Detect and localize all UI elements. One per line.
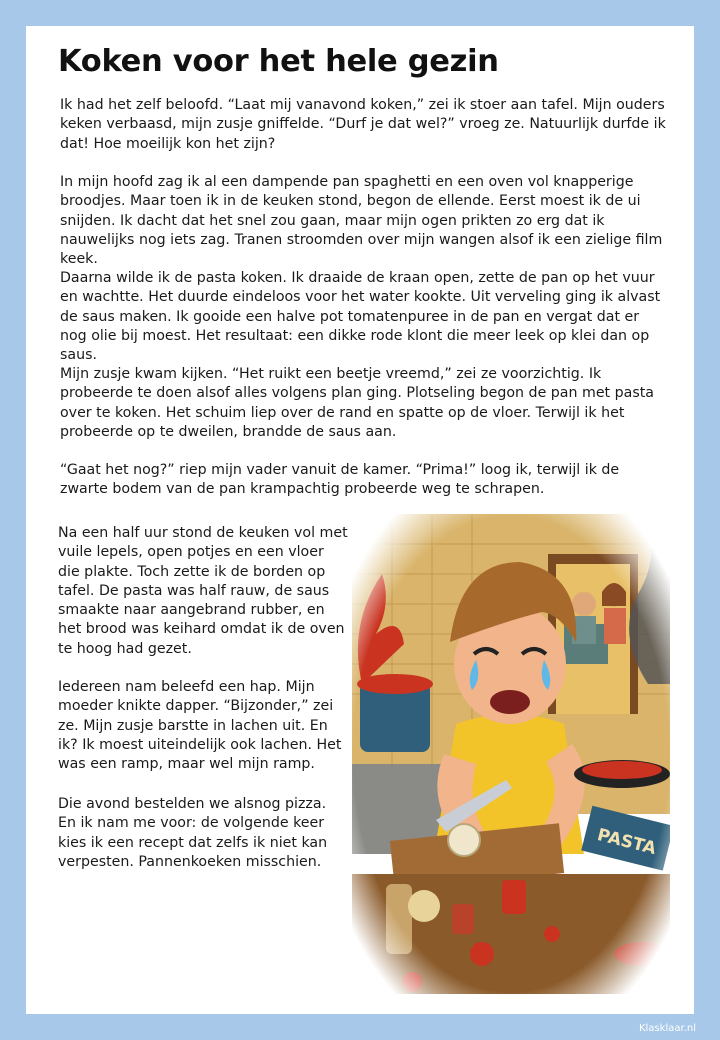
paragraph-1: Ik had het zelf beloofd. “Laat mij vanavond koken,” zei ik stoer aan tafel. Mijn ouders keken verbaasd, mijn zusje gniffelde. “Durf je dat wel?” vroeg ze. Natuurlijk durfde ik dat! Hoe moeilijk kon het zijn?	[60, 97, 666, 152]
footer-brand: Klasklaar.nl	[639, 1023, 696, 1034]
paragraph-6: Na een half uur stond de keuken vol met vuile lepels, open potjes en een vloer die plakte. Toch zette ik de borden op tafel. De pasta was half rauw, de saus smaakte naar aangebrand rubber, en het brood was keihard omdat ik de oven te hoog had gezet.	[58, 525, 348, 657]
paragraph-7: Iedereen nam beleefd een hap. Mijn moeder knikte dapper. “Bijzonder,” zei ze. Mijn zusje barstte in lachen uit. En ik? Ik moest uiteindelijk ook lachen. Het was een ramp, maar wel mijn ramp.	[58, 679, 342, 773]
paragraph-3: Daarna wilde ik de pasta koken. Ik draaide de kraan open, zette de pan op het vuur en wachtte. Het duurde eindeloos voor het water kookte. Uit verveling ging ik alvast de saus maken. Ik gooide een halve pot tomatenpuree in de pan en vergat dat er nog olie bij moest. Het resultaat: een dikke rode klont die meer leek op klei dan op saus.	[60, 270, 661, 364]
paragraph-8: Die avond bestelden we alsnog pizza. En ik nam me voor: de volgende keer kies ik een recept dat zelfs ik niet kan verpesten. Pannenkoeken misschien.	[58, 796, 328, 870]
paragraph-2: In mijn hoofd zag ik al een dampende pan spaghetti en een oven vol knapperige broodjes. Maar toen ik in de keuken stond, begon de ellende. Eerst moest ik de ui snijden. Ik dacht dat het snel zou gaan, maar mijn ogen prikten zo erg dat ik nauwelijks nog iets zag. Tranen stroomden over mijn wangen alsof ik een zielige film keek.	[60, 174, 663, 268]
paragraph-5: “Gaat het nog?” riep mijn vader vanuit de kamer. “Prima!” loog ik, terwijl ik de zwarte bodem van de pan krampachtig probeerde weg te schrapen.	[60, 462, 620, 498]
kitchen-illustration	[352, 514, 670, 994]
kitchen-scene-drawing	[352, 514, 670, 994]
worksheet	[26, 26, 694, 1014]
paragraph-4: Mijn zusje kwam kijken. “Het ruikt een beetje vreemd,” zei ze voorzichtig. Ik probeerde te doen alsof alles volgens plan ging. Plotseling begon de pan met pasta over te koken. Het schuim liep over de rand en spatte op de vloer. Terwijl ik het probeerde op te dweilen, brandde de saus aan.	[60, 366, 654, 440]
page-title: Koken voor het hele gezin	[58, 44, 499, 79]
